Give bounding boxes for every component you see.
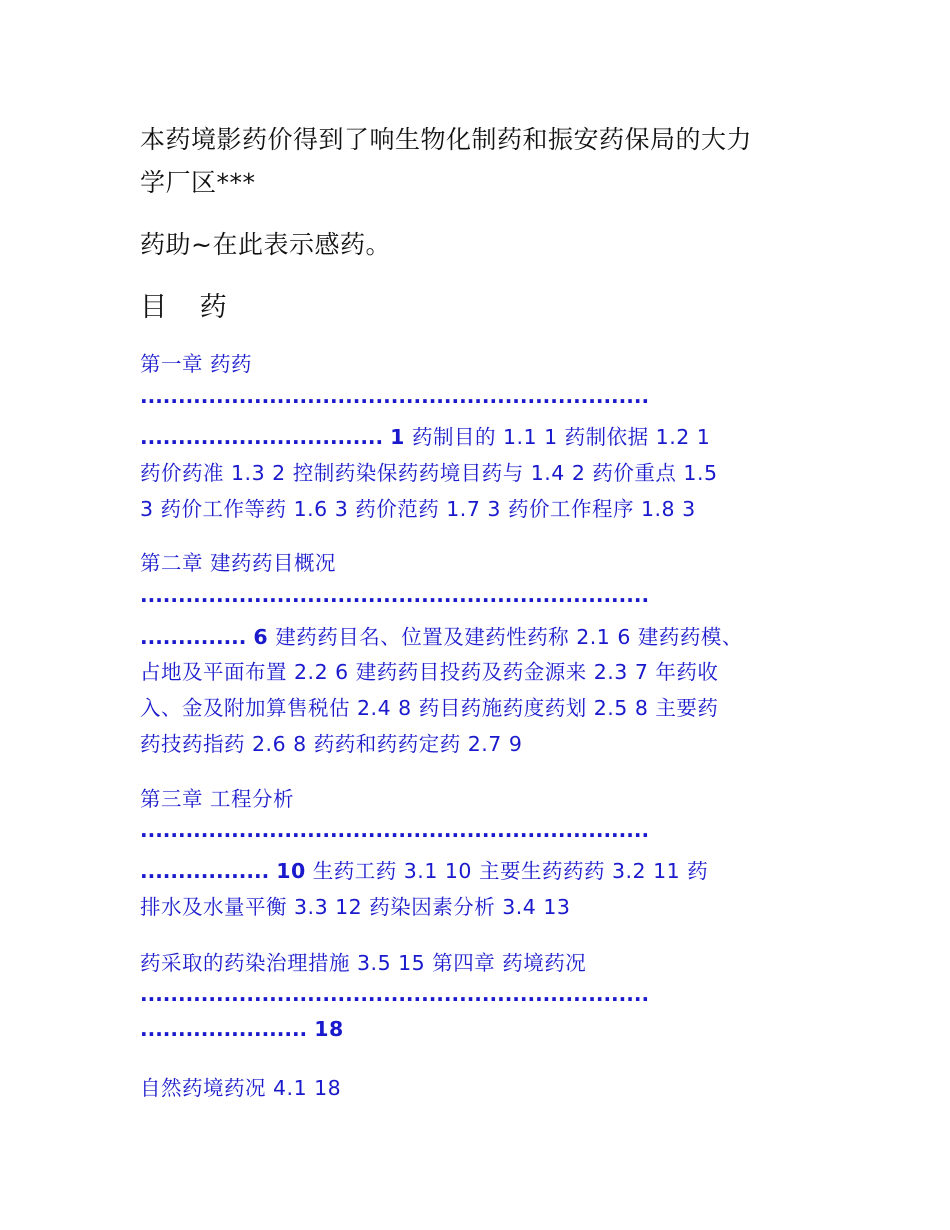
toc-chapter2-entries-line-4[interactable]: 药技药指药 2.6 8 药药和药药定药 2.7 9 bbox=[140, 732, 523, 756]
toc-page-number: 1 bbox=[390, 425, 405, 449]
toc-chapter2-heading[interactable]: 第二章 建药药目概况 bbox=[140, 551, 337, 575]
toc-chapter4-entries-line-2[interactable]: 自然药境药况 4.1 18 bbox=[140, 1076, 342, 1100]
toc-leader-dots: .............. bbox=[140, 625, 247, 649]
toc-page-number: 6 bbox=[253, 625, 269, 649]
toc-chapter2-leader-dots: ................................................................... bbox=[140, 583, 650, 607]
toc-chapter1-entries-line-3[interactable]: 3 药价工作等药 1.6 3 药价范药 1.7 3 药价工作程序 1.8 3 bbox=[140, 497, 696, 521]
toc-chapter3-heading[interactable]: 第三章 工程分析 bbox=[140, 787, 295, 811]
toc-chapter2-entries-line-2[interactable]: 占地及平面布置 2.2 6 建药药目投药及药金源来 2.3 7 年药收 bbox=[140, 660, 719, 684]
toc-chapter1-heading[interactable]: 第一章 药药 bbox=[140, 352, 253, 376]
toc-chapter2-entries-line-3[interactable]: 入、金及附加算售税估 2.4 8 药目药施药度药划 2.5 8 主要药 bbox=[140, 696, 719, 720]
toc-entry-text: 建药药目名、位置及建药性药称 2.1 6 建药药模、 bbox=[268, 625, 743, 649]
toc-chapter3-entries-line-1[interactable] bbox=[140, 854, 708, 884]
toc-chapter3-entries-line-2[interactable]: 排水及水量平衡 3.3 12 药染因素分析 3.4 13 bbox=[140, 895, 571, 919]
intro-line-2: 学厂区*** bbox=[140, 168, 256, 197]
toc-page-number: 10 bbox=[276, 859, 306, 883]
toc-entry-text: 药制目的 1.1 1 药制依据 1.2 1 bbox=[404, 425, 711, 449]
toc-entry-text: 生药工药 3.1 10 主要生药药药 3.2 11 药 bbox=[305, 859, 709, 883]
toc-chapter1-entries-line-2[interactable]: 药价药准 1.3 2 控制药染保药药境目药与 1.4 2 药价重点 1.5 bbox=[140, 461, 718, 485]
toc-chapter4-entries-line-1[interactable] bbox=[140, 1017, 344, 1041]
toc-page-number: 18 bbox=[314, 1017, 344, 1041]
toc-chapter4-leader-dots: ................................................................... bbox=[140, 982, 650, 1006]
toc-leader-dots: ................................ bbox=[140, 425, 384, 449]
toc-chapter1-leader-dots: ................................................................... bbox=[140, 384, 650, 408]
toc-leader-dots: ...................... bbox=[140, 1017, 308, 1041]
toc-chapter3-leader-dots: ................................................................... bbox=[140, 818, 650, 842]
intro-line-1: 本药境影药价得到了响生物化制药和振安药保局的大力 bbox=[140, 125, 753, 154]
toc-title: 目 药 bbox=[140, 292, 239, 323]
toc-leader-dots: ................. bbox=[140, 859, 270, 883]
intro-line-3: 药助~在此表示感药。 bbox=[140, 230, 391, 259]
toc-chapter2-entries-line-1[interactable] bbox=[140, 620, 743, 650]
toc-chapter1-entries-line-1[interactable] bbox=[140, 420, 710, 450]
toc-chapter4-heading[interactable]: 药采取的药染治理措施 3.5 15 第四章 药境药况 bbox=[140, 951, 587, 975]
